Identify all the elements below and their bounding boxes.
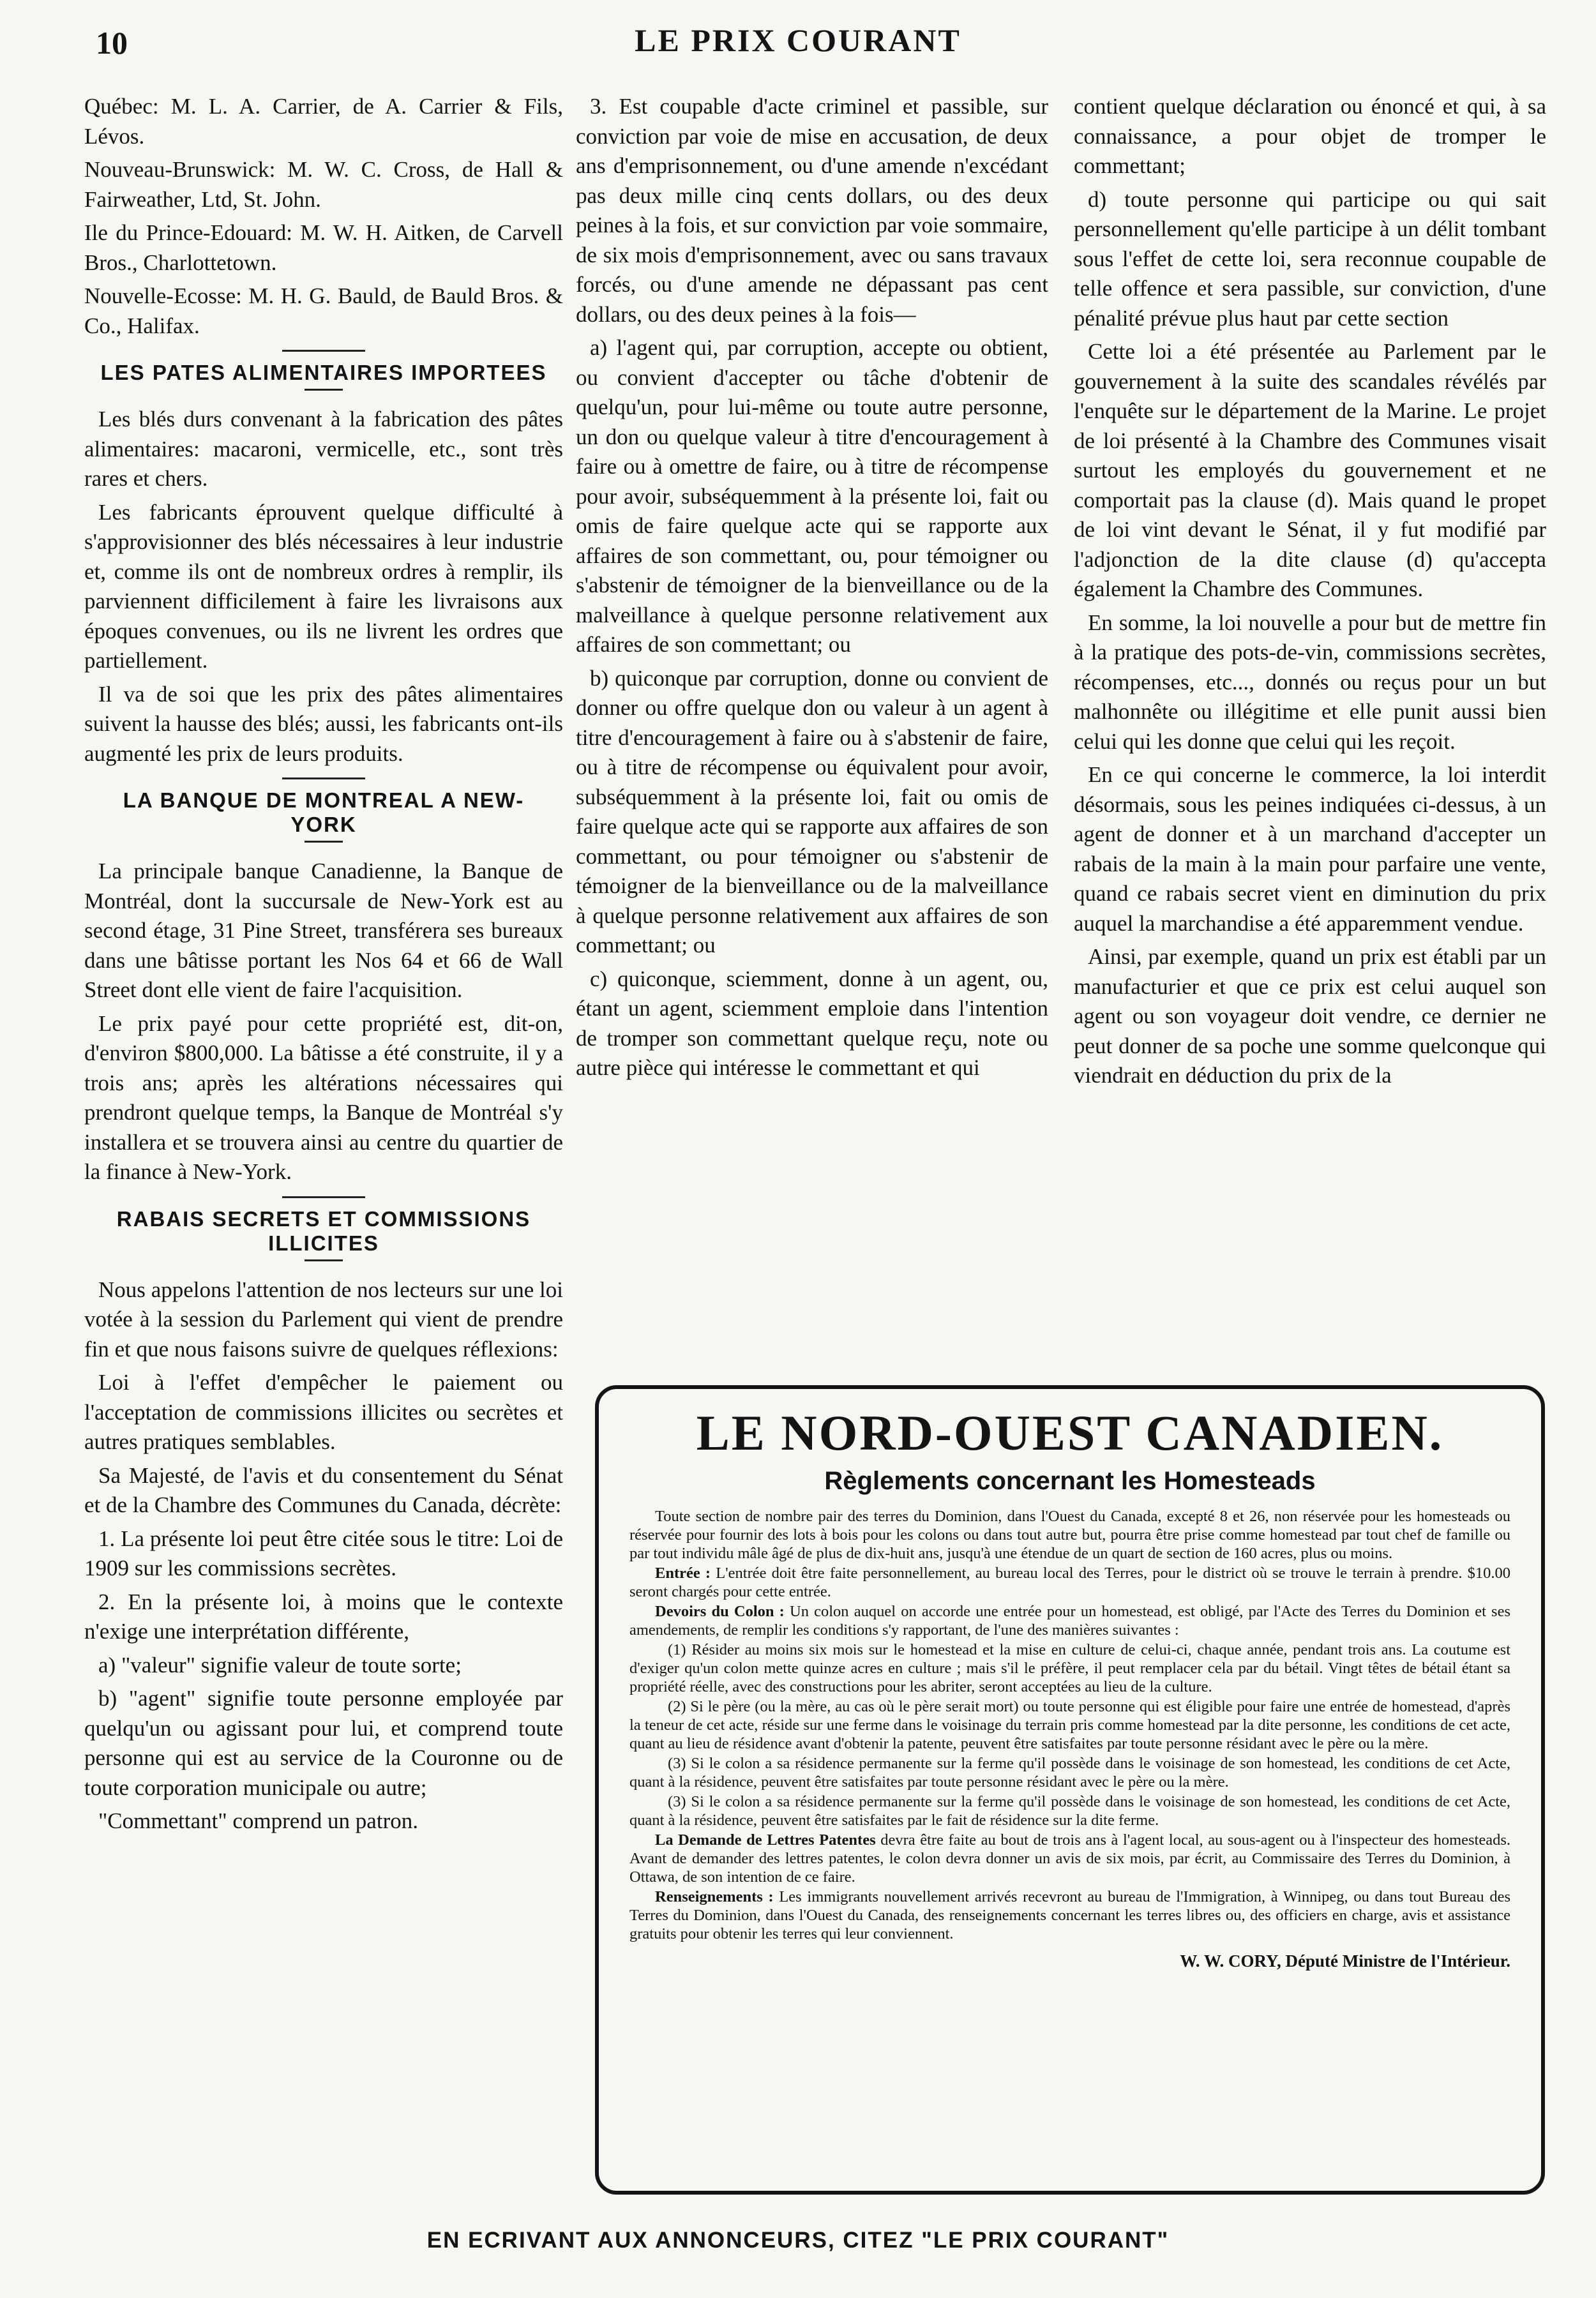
ad-label: Devoirs du Colon : <box>655 1603 785 1620</box>
article-paragraph: Nous appelons l'attention de nos lecteurs sur une loi votée à la session du Parlement qui vient de prendre fin et que nous faisons suivre de quelques réflexions: <box>84 1277 563 1362</box>
ad-paragraph <box>629 1602 1510 1639</box>
divider <box>305 841 343 843</box>
page-number: 10 <box>96 25 128 61</box>
ad-paragraph <box>629 1564 1510 1601</box>
divider <box>305 389 343 391</box>
article-paragraph: Ainsi, par exemple, quand un prix est établi par un manufacturier et que ce prix est celui auquel son agent ou son voyageur doit vendre, ce dernier ne peut donner de sa poche une somme quelconque qui viendrait en déduction du prix de la <box>1074 944 1546 1088</box>
article-paragraph: Les fabricants éprouvent quelque difficulté à s'approvisionner des blés nécessaires à leur industrie et, comme ils ont de nombreux ordres à remplir, ils parviennent difficilement à faire les livraisons aux époques convenues, ou ils ne livrent les ordres que partiellement. <box>84 499 563 673</box>
article-paragraph: a) l'agent qui, par corruption, accepte ou obtient, ou convient d'accepter ou tâche d'obtenir de quelqu'un, pour lui-même ou toute autre personne, un don ou quelque valeur à titre d'encouragement à faire ou à omettre de faire, ou à titre de récompense pour avoir, subséquemment à la présente loi, fait ou omis de faire quelque acte qui se rapporte aux affaires de son commettant, ou, pour témoigner ou s'abstenir de témoigner de la bienveillance ou de la malveillance à quelque personne relativement aux affaires de son commettant; ou <box>576 335 1048 657</box>
article-paragraph: Sa Majesté, de l'avis et du consentement du Sénat et de la Chambre des Communes du Canada, décrète: <box>84 1462 563 1517</box>
ad-text: Les immigrants nouvellement arrivés recevront au bureau de l'Immigration, à Winnipeg, ou dans tout Bureau des Terres du Dominion, dans l'Ouest du Canada, des renseignements concernant les terres libres ou, des officiers en charge, avis et assistance gratuits pour obtenir les terres qui leur conviennent. <box>629 1888 1511 1942</box>
ad-signature: W. W. CORY, Député Ministre de l'Intérieur. <box>1180 1951 1510 1971</box>
ad-text: L'entrée doit être faite personnellement, au bureau local des Terres, pour le district où se trouve le terrain à prendre. $10.00 seront chargés pour cette entrée. <box>629 1565 1510 1600</box>
article-paragraph: Le prix payé pour cette propriété est, dit-on, d'environ $800,000. La bâtisse a été construite, il y a trois ans; après les altérations nécessaires qui prendront quelque temps, la Banque de Montréal s'y installera et se trouvera ainsi au centre du quartier de la finance à New-York. <box>84 1010 563 1184</box>
ad-subtitle: Règlements concernant les Homesteads <box>824 1467 1316 1495</box>
ad-paragraph <box>629 1888 1510 1943</box>
agent-line: Québec: M. L. A. Carrier, de A. Carrier & Fils, Lévos. <box>84 94 563 149</box>
article-paragraph: Il va de soi que les prix des pâtes alimentaires suivent la hausse des blés; aussi, les fabricants ont-ils augmenté les prix de leurs produits. <box>84 681 563 766</box>
divider <box>282 777 365 779</box>
article-paragraph: 3. Est coupable d'acte criminel et passible, sur conviction par voie de mise en accusation, de deux ans d'emprisonnement, ou d'une amende n'excédant pas deux mille cinq cents dollars, ou des deux peines à la fois, et sur conviction par voie sommaire, de six mois d'emprisonnement, avec ou sans travaux forcés, ou d'une amende ne dépassant pas cent dollars, ou des deux peines à la fois— <box>576 94 1048 327</box>
article-paragraph: En somme, la loi nouvelle a pour but de mettre fin à la pratique des pots-de-vin, commissions secrètes, récompenses, etc..., donnés ou reçus pour un but malhonnête ou illégitime et elle punit aussi bien celui qui les donne que celui qui les reçoit. <box>1074 610 1546 754</box>
ad-text: devra être faite au bout de trois ans à l'agent local, au sous-agent ou à l'inspecteur des homesteads. Avant de demander des lettres patentes, le colon devra donner un avis de six mois, par écrit, au Commissaire des Terres du Dominion, à Ottawa, de son intention de ce faire. <box>629 1831 1510 1886</box>
article-paragraph: b) "agent" signifie toute personne employée par quelqu'un ou agissant pour lui, et comprend toute personne qui est au service de la Couronne ou de toute corporation municipale ou autre; <box>84 1686 563 1800</box>
article-heading-rabais: RABAIS SECRETS ET COMMISSIONS ILLICITES <box>116 1206 531 1255</box>
article-paragraph: contient quelque déclaration ou énoncé et qui, à sa connaissance, a pour objet de tromper le commettant; <box>1074 94 1546 178</box>
agent-line: Ile du Prince-Edouard: M. W. H. Aitken, de Carvell Bros., Charlottetown. <box>84 220 563 275</box>
ad-label: La Demande de Lettres Patentes <box>655 1831 876 1849</box>
ad-item: (2) Si le père (ou la mère, au cas où le père serait mort) ou toute personne qui est éligible pour faire une entrée de homestead, d'après la teneur de cet acte, réside sur une ferme dans le voisinage du terrain pris comme homestead par la dite personne, les conditions de cet acte, quant au lieu de résidence avant d'obtenir la patente, peuvent être satisfaites par toute personne résidant avec le père ou la mère. <box>629 1698 1510 1752</box>
agent-line: Nouvelle-Ecosse: M. H. G. Bauld, de Bauld Bros. & Co., Halifax. <box>84 283 563 338</box>
article-paragraph: 1. La présente loi peut être citée sous le titre: Loi de 1909 sur les commissions secrètes. <box>84 1526 563 1581</box>
ad-label: Entrée : <box>655 1565 711 1582</box>
article-paragraph: b) quiconque par corruption, donne ou convient de donner ou offre quelque don ou valeur à un agent à titre d'encouragement à faire ou à s'abstenir de faire, ou à titre de récompense ou équivalent pour avoir, subséquemment à la présente loi, fait ou omis de faire quelque acte qui se rapporte aux affaires de son commettant, ou pour témoigner ou s'abstenir de témoigner de la bienveillance ou de la malveillance à quelque personne relativement aux affaires de son commettant; ou <box>576 665 1048 958</box>
article-paragraph: En ce qui concerne le commerce, la loi interdit désormais, sous les peines indiquées ci-dessus, à un agent de donner et à un marchand d'accepter un rabais de la main à la main pour parfaire une vente, quand ce rabais secret vient en diminution du prix auquel la marchandise a été apparemment vendue. <box>1074 762 1546 936</box>
masthead-title: LE PRIX COURANT <box>635 22 961 58</box>
article-paragraph: a) "valeur" signifie valeur de toute sorte; <box>98 1652 462 1678</box>
article-paragraph: La principale banque Canadienne, la Banque de Montréal, dont la succursale de New-York est au second étage, 31 Pine Street, transférera ses bureaux dans une bâtisse portant les Nos 64 et 66 de Wall Street dont elle vient de faire l'acquisition. <box>84 859 563 1002</box>
divider <box>282 350 365 352</box>
column-left <box>84 92 563 1840</box>
divider <box>305 1259 343 1261</box>
ad-title: LE NORD-OUEST CANADIEN. <box>696 1405 1444 1461</box>
article-paragraph: Cette loi a été présentée au Parlement par le gouvernement à la suite des scandales révélés par l'enquête sur le département de la Marine. Le projet de loi présenté à la Chambre des Communes visait surtout les employés du gouvernement et ne comportait pas la clause (d). Mais quand le propet de loi vint devant le Sénat, il y fut modifié par l'adjonction de la dite clause (d) qu'accepta également la Chambre des Communes. <box>1074 339 1546 601</box>
footer-notice: EN ECRIVANT AUX ANNONCEURS, CITEZ "LE PRIX COURANT" <box>426 2228 1170 2253</box>
ad-item: (1) Résider au moins six mois sur le homestead et la mise en culture de celui-ci, chaque année, pendant trois ans. La coutume est d'exiger qu'un colon mette quinze acres en culture ; mais s'il le préfère, il peut remplacer cela par du bétail. Vingt têtes de bétail étant sa propriété réelle, avec des constructions pour les abriter, seront acceptées au lieu de la culture. <box>629 1641 1510 1695</box>
article-paragraph: 2. En la présente loi, à moins que le contexte n'exige une interprétation différente, <box>84 1589 563 1644</box>
article-heading-banque: LA BANQUE DE MONTREAL A NEW-YORK <box>123 788 525 836</box>
divider <box>282 1196 365 1198</box>
agent-line: Nouveau-Brunswick: M. W. C. Cross, de Hall & Fairweather, Ltd, St. John. <box>84 157 563 212</box>
homestead-advertisement <box>595 1385 1545 2195</box>
ad-paragraph: Toute section de nombre pair des terres du Dominion, dans l'Ouest du Canada, excepté 8 et 26, non réservée pour les homesteads ou réservée pour fournir des lots à bois pour les colons ou dans tout autre but, pourra être prise comme homestead par tout chef de famille ou par tout individu mâle âgé de plus de dix-huit ans, jusqu'à une étendue de un quart de section de 160 acres, plus ou moins. <box>629 1508 1510 1562</box>
column-middle <box>576 92 1048 1087</box>
article-heading-pates: LES PATES ALIMENTAIRES IMPORTEES <box>100 361 547 384</box>
column-right <box>1074 92 1546 1095</box>
article-paragraph: d) toute personne qui participe ou qui sait personnellement qu'elle participe à un délit tombant sous l'effet de cette loi, sera reconnue coupable de telle offence et sera passible, sur conviction, d'une pénalité prévue plus haut par cette section <box>1074 186 1546 331</box>
article-paragraph: "Commettant" comprend un patron. <box>98 1808 418 1833</box>
ad-paragraph <box>629 1831 1510 1886</box>
article-paragraph: c) quiconque, sciemment, donne à un agent, ou, étant un agent, sciemment emploie dans l'intention de tromper son commettant quelque reçu, note ou autre pièce qui intéresse le commettant et qui <box>576 966 1048 1080</box>
article-paragraph: Loi à l'effet d'empêcher le paiement ou l'acceptation de commissions illicites ou secrètes et autres pratiques semblables. <box>84 1370 563 1454</box>
ad-item: (3) Si le colon a sa résidence permanente sur la ferme qu'il possède dans le voisinage de son homestead, les conditions de cet Acte, quant à la résidence, peuvent être satisfaites par toute personne résidant avec le père ou la mère. <box>629 1755 1510 1791</box>
ad-item: (3) Si le colon a sa résidence permanente sur la ferme qu'il possède dans le voisinage de son homestead, les conditions de cet Acte, quant à la résidence, peuvent être satisfaites par le fait de résidence sur la dite ferme. <box>629 1793 1510 1829</box>
article-paragraph: Les blés durs convenant à la fabrication des pâtes alimentaires: macaroni, vermicelle, etc., sont très rares et chers. <box>84 407 563 491</box>
ad-text: Un colon auquel on accorde une entrée pour un homestead, est obligé, par l'Acte des Terres du Dominion et ses amendements, de remplir les conditions s'y rapportant, de l'une des manières suivantes : <box>629 1603 1510 1639</box>
ad-label: Renseignements : <box>655 1888 774 1905</box>
